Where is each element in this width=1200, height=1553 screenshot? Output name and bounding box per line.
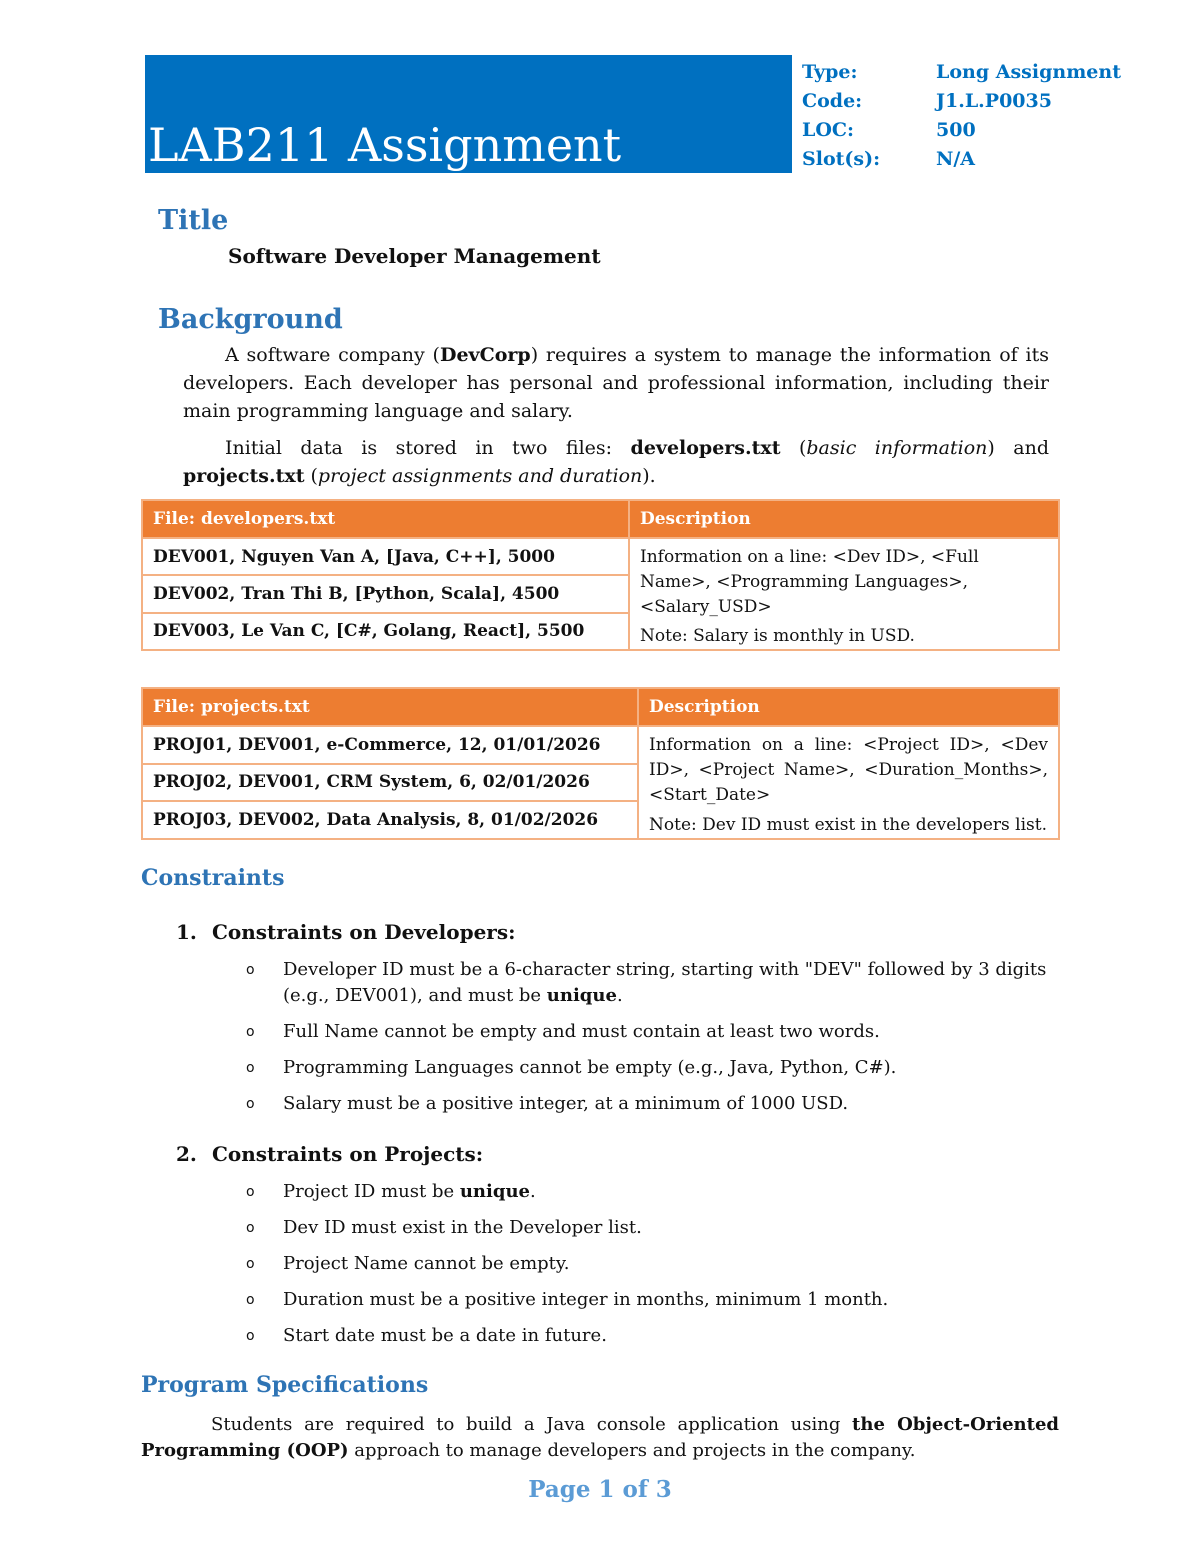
list-item (246, 1055, 1063, 1081)
table-cell: DEV001, Nguyen Van A, [Java, C++], 5000 (142, 538, 629, 575)
text-run: Initial data is stored in two files: (225, 437, 631, 459)
list-item (246, 1091, 1063, 1117)
text-run: ) and (987, 437, 1049, 459)
description-note: Note: Dev ID must exist in the developers list. (649, 815, 1047, 835)
text-run: A software company ( (225, 344, 440, 366)
background-heading: Background (158, 304, 343, 335)
text-run: Developer ID must be a 6-character string, starting with "DEV" followed by 3 digits (e.g., DEV001), and must be (283, 959, 1047, 1006)
text-run: approach to manage developers and projects in the company. (348, 1440, 916, 1461)
proj-constraints-title: Constraints on Projects: (212, 1142, 484, 1166)
page-number: Page 1 of 3 (528, 1476, 672, 1503)
table-row (142, 538, 1059, 575)
list-item (246, 957, 1063, 1009)
dev-constraints-title: Constraints on Developers: (212, 920, 516, 944)
meta-value: N/A (936, 148, 976, 170)
text-run: the Object-Oriented Programming (OOP) (141, 1414, 1059, 1461)
text-run: ). (642, 465, 656, 487)
text-run: unique (459, 1181, 530, 1202)
meta-slots (802, 145, 1121, 174)
filename-projects: projects.txt (183, 465, 305, 487)
filename-developers: developers.txt (630, 437, 781, 459)
table-header-cell: File: projects.txt (142, 688, 638, 726)
list-item (246, 1215, 1063, 1241)
text-run: unique (546, 985, 617, 1006)
text-run: . (616, 985, 623, 1006)
assignment-meta (802, 58, 1121, 174)
table-header (142, 500, 1059, 538)
table-header (142, 688, 1059, 726)
table-header-cell: Description (629, 500, 1059, 538)
program-spec-text (141, 1412, 1059, 1464)
background-text (183, 341, 1049, 490)
list-item (246, 1323, 1063, 1349)
text-run: . (529, 1181, 536, 1202)
description-cell (638, 726, 1059, 839)
text-run: project assignments and duration (317, 465, 643, 487)
text-run: Project ID must be (283, 1181, 460, 1202)
text-run: Duration must be a positive integer in months, minimum 1 month. (283, 1289, 889, 1310)
document-title: LAB211 Assignment (148, 118, 622, 172)
bullet-icon: o (246, 1096, 255, 1112)
meta-loc (802, 116, 1121, 145)
list-item (246, 1287, 1063, 1313)
constraints-heading: Constraints (141, 865, 285, 891)
bullet-icon: o (246, 1292, 255, 1308)
table-cell: PROJ02, DEV001, CRM System, 6, 02/01/2026 (142, 764, 638, 802)
meta-type (802, 58, 1121, 87)
bullet-icon: o (246, 1024, 255, 1040)
description-line: Information on a line: <Project ID>, <Dev ID>, <Project Name>, <Duration_Months>, <Start_Date> (649, 735, 1048, 805)
projects-file-table (141, 687, 1060, 840)
meta-code (802, 87, 1121, 116)
bullet-icon: o (246, 1184, 255, 1200)
dev-constraints-list (246, 957, 1063, 1127)
text-run: Full Name cannot be empty and must contain at least two words. (283, 1021, 880, 1042)
table-cell: PROJ01, DEV001, e-Commerce, 12, 01/01/2026 (142, 726, 638, 764)
table-header-cell: Description (638, 688, 1059, 726)
meta-key: LOC: (802, 119, 855, 141)
bullet-icon: o (246, 1060, 255, 1076)
meta-key: Slot(s): (802, 148, 881, 170)
table-header-cell: File: developers.txt (142, 500, 629, 538)
bullet-icon: o (246, 1328, 255, 1344)
table-cell: PROJ03, DEV002, Data Analysis, 8, 01/02/2026 (142, 801, 638, 839)
text-run: ) requires a system to manage the information of its developers. Each developer has personal and professional information, including their main programming language and salary. (183, 344, 1049, 422)
list-item (246, 1251, 1063, 1277)
description-line: Information on a line: <Dev ID>, <Full Name>, <Programming Languages>, <Salary_USD> (640, 547, 979, 617)
text-run: Salary must be a positive integer, at a minimum of 1000 USD. (283, 1093, 849, 1114)
text-run: Project Name cannot be empty. (283, 1253, 570, 1274)
text-run: Programming Languages cannot be empty (e.g., Java, Python, C#). (283, 1057, 897, 1078)
meta-value: 500 (936, 119, 976, 141)
text-run: Dev ID must exist in the Developer list. (283, 1217, 642, 1238)
background-paragraph-2 (183, 434, 1049, 490)
list-item (246, 1019, 1063, 1045)
company-name: DevCorp (439, 344, 531, 366)
text-run: Start date must be a date in future. (283, 1325, 607, 1346)
bullet-icon: o (246, 962, 255, 978)
title-heading: Title (158, 205, 229, 236)
description-cell (629, 538, 1059, 650)
background-paragraph-1 (183, 341, 1049, 425)
meta-key: Code: (802, 90, 863, 112)
text-run: ( (304, 465, 318, 487)
text-run: ( (780, 437, 807, 459)
program-spec-paragraph (141, 1412, 1059, 1464)
proj-constraints-list (246, 1179, 1063, 1359)
developers-file-table (141, 499, 1060, 651)
meta-value: Long Assignment (936, 61, 1121, 83)
meta-key: Type: (802, 61, 858, 83)
program-spec-heading: Program Specifications (141, 1372, 429, 1398)
dev-constraints-number: 1. (176, 920, 197, 944)
meta-value: J1.L.P0035 (936, 90, 1052, 112)
table-cell: DEV003, Le Van C, [C#, Golang, React], 5500 (142, 613, 629, 650)
bullet-icon: o (246, 1220, 255, 1236)
bullet-icon: o (246, 1256, 255, 1272)
table-cell: DEV002, Tran Thi B, [Python, Scala], 4500 (142, 575, 629, 612)
description-note: Note: Salary is monthly in USD. (640, 626, 915, 646)
project-subtitle: Software Developer Management (228, 244, 601, 268)
proj-constraints-number: 2. (176, 1142, 197, 1166)
text-run: basic information (806, 437, 988, 459)
list-item (246, 1179, 1063, 1205)
table-row (142, 726, 1059, 764)
text-run: Students are required to build a Java console application using (211, 1414, 853, 1435)
